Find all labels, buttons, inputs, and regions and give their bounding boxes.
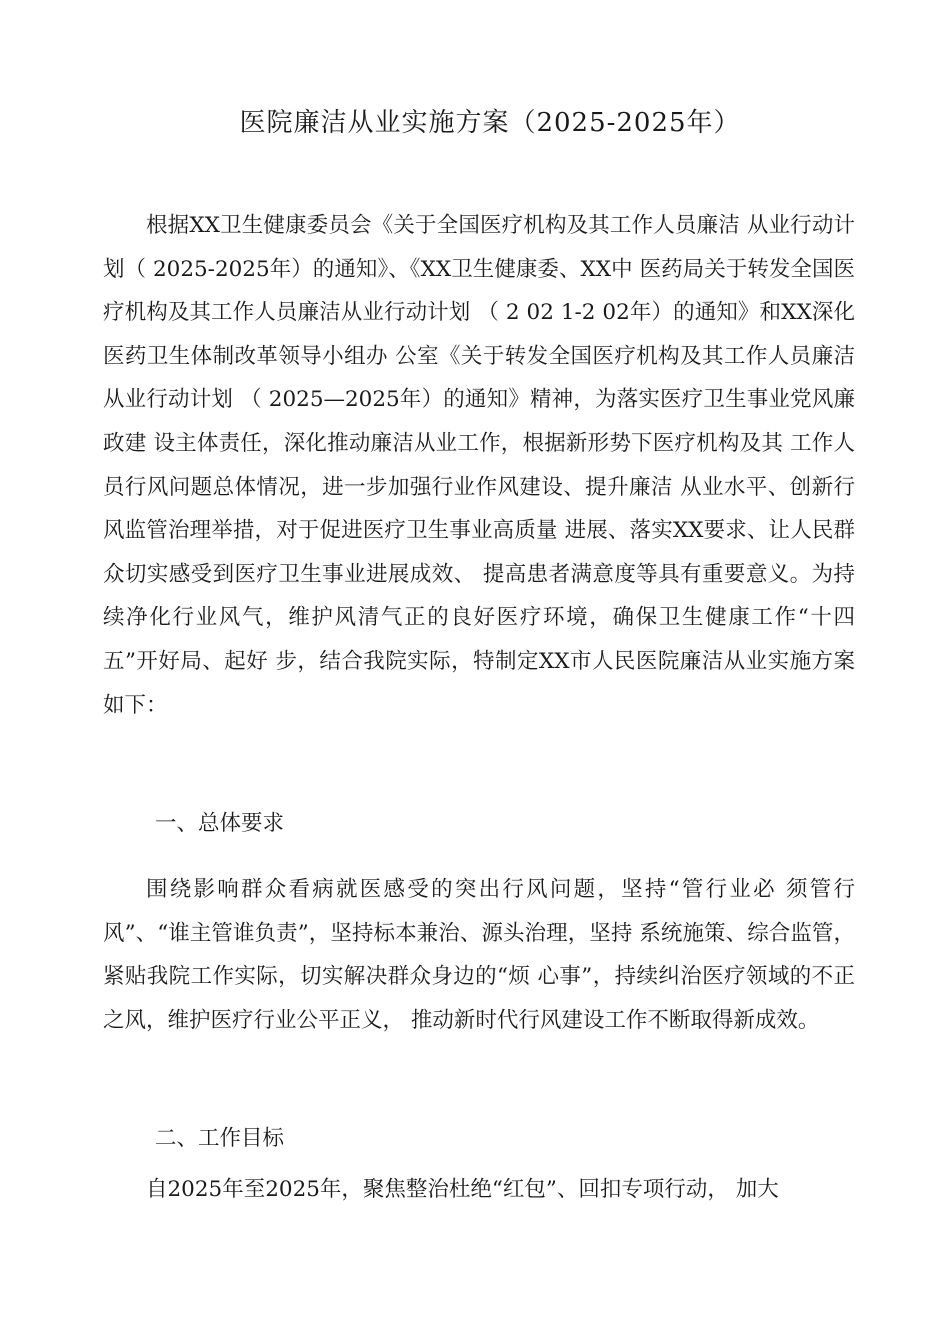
section-heading-work-goals: 二、工作目标	[155, 1126, 285, 1151]
section-body-work-goals: 自2025年至2025年，聚焦整治杜绝“红包”、回扣专项行动， 加大	[146, 1177, 779, 1202]
document-title: 医院廉洁从业实施方案（2025-2025年）	[239, 108, 741, 138]
intro-paragraph: 根据XX卫生健康委员会《关于全国医疗机构及其工作人员廉洁 从业行动计划（ 2025-2025年）的通知》、《XX卫生健康委、XX中 医药局关于转发全国医疗机构及其工作人员廉洁从业行动计划 （ 2 02 1-2 02年）的通知》和XX深化医药卫生体制改革领导小组办 公室《关于转发全国医疗机构及其工作人员廉洁从业行动计划 （ 2025—2025年）的通知》精神，为落实医疗卫生事业党风廉政建 设主体责任，深化推动廉洁从业工作，根据新形势下医疗机构及其 工作人员行风问题总体情况，进一步加强行业作风建设、提升廉洁 从业水平、创新行风监管治理举措，对于促进医疗卫生事业高质量 进展、落实XX要求、让人民群众切实感受到医疗卫生事业进展成效、 提高患者满意度等具有重要意义。为持续净化行业风气，维护风清气正的良好医疗环境，确保卫生健康工作“十四五”开好局、起好 步，结合我院实际，特制定XX市人民医院廉洁从业实施方案如下：	[103, 213, 855, 718]
section-heading-general-requirements: 一、总体要求	[155, 811, 285, 836]
section-body-general-requirements: 围绕影响群众看病就医感受的突出行风问题，坚持“管行业必 须管行风”、“谁主管谁负责”，坚持标本兼治、源头治理，坚持 系统施策、综合监管，紧贴我院工作实际，切实解决群众身边的“烦 心事”，持续纠治医疗领域的不正之风，维护医疗行业公平正义， 推动新时代行风建设工作不断取得新成效。	[103, 877, 855, 1033]
